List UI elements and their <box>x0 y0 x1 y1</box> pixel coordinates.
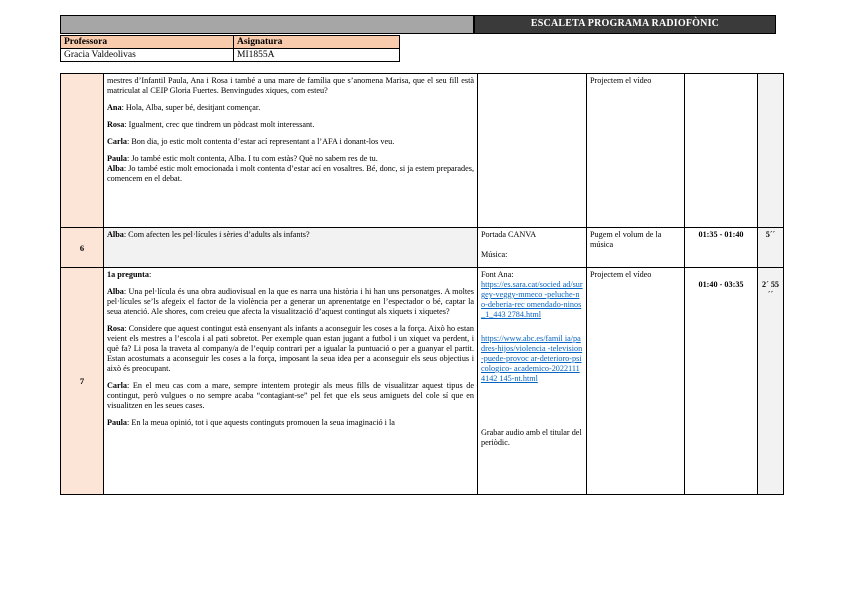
dialogue-text: : Com afecten les pel·lícules i sèries d’adults als infants? <box>123 230 310 239</box>
source-link-abc[interactable]: https://www.abc.es/famil ia/padres-hijos/violencia -television-puede-provoc ar-deterioro-psicologico- academico-20221114142 145-nt.html <box>481 334 583 383</box>
speaker-name: Paula <box>107 154 128 163</box>
dialogue-line <box>107 324 474 374</box>
dialogue-text: : Jo també estic molt contenta, Alba. I tu com estàs? Què no sabem res de tu. <box>127 154 378 163</box>
speaker-name: Rosa <box>107 324 125 333</box>
dialogue-line <box>107 154 474 164</box>
dialogue-text: : En el meu cas com a mare, sempre intentem protegir als meus fills de visualitzar aquest tipus de contingut, però vulgues o no sempre acaba “contagiant-se” pel fet que els seus amiguets del cole sí que en visualitzen en les seues cases. <box>107 381 474 410</box>
speaker-name: Ana <box>107 103 122 112</box>
action-cell: Pugem el volum de la música <box>587 228 685 268</box>
dialogue-line <box>107 381 474 411</box>
speaker-name: Rosa <box>107 120 125 129</box>
dialogue-cell <box>104 268 478 495</box>
subject-label: Asignatura <box>234 36 400 49</box>
dialogue-text: : Bon dia, jo estic molt contenta d’estar ací representant a l’AFA i donant-los veu. <box>127 137 395 146</box>
dialogue-text: : Hola, Alba, super bé, desitjant començar. <box>121 103 261 112</box>
dialogue-line <box>107 418 474 428</box>
resource-record-audio: Grabar audio amb el titular del periòdic. <box>481 428 582 447</box>
speaker-name: Paula <box>107 418 128 427</box>
question-heading-text: 1a pregunta <box>107 270 149 279</box>
time-cell <box>685 74 758 228</box>
row-number-cell: 6 <box>61 228 104 268</box>
source-label: Font Ana: <box>481 270 514 279</box>
professor-value: Gracia Valdeolivas <box>61 49 234 62</box>
table-row <box>61 268 784 495</box>
duration-cell: 5´´ <box>758 228 784 268</box>
duration-cell: 2´ 55´´ <box>758 268 784 495</box>
dialogue-cell <box>104 74 478 228</box>
dialogue-text: : Una pel·lícula és una obra audiovisual en la que es narra una història i hi han uns personatges. A moltes pel·lícules se’ls afegeix el factor de la violència per a generar un aprenentatge en l’espectador o bé, captar la seua atenció. Ale shores, com creieu que afecta la visualització d’aquest contingut als xiquets i xiquetes? <box>107 287 474 316</box>
speaker-name: Carla <box>107 381 128 390</box>
dialogue-line <box>107 164 474 184</box>
meta-table <box>60 35 400 62</box>
dialogue-line <box>107 103 474 113</box>
source-link-sara[interactable]: https://es.sara.cat/socied ad/surgey-veggy-mmeco -peluche-no-deberia-rec omendado-ninos_1_443 2784.html <box>481 280 583 319</box>
professor-label: Professora <box>61 36 234 49</box>
dialogue-line <box>107 137 474 147</box>
action-cell: Projectem el vídeo <box>587 268 685 495</box>
intro-text: mestres d’Infantil Paula, Ana i Rosa i també a una mare de família que s’anomena Marisa, que el seu fill està matriculat al CEIP Gloria Fuertes. Benvingudes xiques, com esteu? <box>107 76 474 95</box>
row-number-cell <box>61 74 104 228</box>
dialogue-text: : En la meua opinió, tot i que aquests continguts promouen la seua imaginació i la <box>127 418 395 427</box>
dialogue-line <box>107 287 474 317</box>
speaker-name: Carla <box>107 137 128 146</box>
dialogue-cell <box>104 228 478 268</box>
resource-music: Música: <box>481 250 508 259</box>
duration-cell <box>758 74 784 228</box>
dialogue-text: : Jo també estic molt emocionada i molt contenta d’estar ací en vosaltres. Bé, donc, si ja estem preparades, comencem en el debat. <box>107 164 474 183</box>
speaker-name: Alba <box>107 164 124 173</box>
speaker-name: Alba <box>107 230 124 239</box>
resource-cell <box>478 228 587 268</box>
table-row <box>61 74 784 228</box>
script-table <box>60 73 784 495</box>
time-cell: 01:35 - 01:40 <box>685 228 758 268</box>
resource-canva: Portada CANVA <box>481 230 537 239</box>
row-number-cell: 7 <box>61 268 104 495</box>
document-title: ESCALETA PROGRAMA RADIOFÒNIC <box>474 15 776 34</box>
question-heading-suffix: : <box>148 270 152 279</box>
speaker-name: Alba <box>107 287 124 296</box>
resource-cell <box>478 268 587 495</box>
header-band-left <box>60 15 474 34</box>
subject-value: MI1855A <box>234 49 400 62</box>
dialogue-line <box>107 120 474 130</box>
dialogue-text: : Igualment, crec que tindrem un pòdcast molt interessant. <box>124 120 315 129</box>
question-heading <box>107 270 474 280</box>
dialogue-text: : Considere que aquest contingut està ensenyant als infants a aconseguir les coses a la força. Això ho estan veient els mestres a l’escola i al pati sobretot. Per exemple quan estan jugant a futbol i un xiquet va perdent, i què fa? Li posa la traveta al company/a de l’equip contrari per a igualar la puntuació o per a guanyar el partit. Estan acostumats a aconseguir les coses a la força, imposant la seua idea per a aconseguir els seus objectius i això és preocupant. <box>107 324 474 373</box>
resource-cell <box>478 74 587 228</box>
action-cell: Projectem el vídeo <box>587 74 685 228</box>
time-cell: 01:40 - 03:35 <box>685 268 758 495</box>
table-row <box>61 228 784 268</box>
